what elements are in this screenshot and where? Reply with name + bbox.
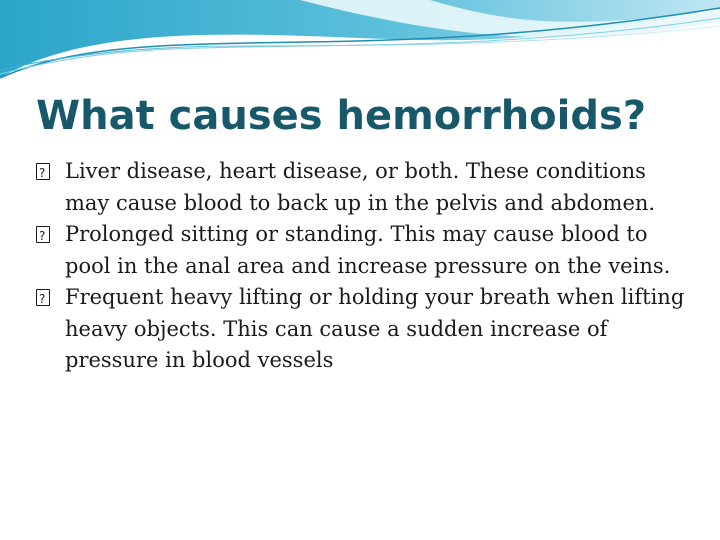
bullet-text: Prolonged sitting or standing. This may cause blood to pool in the anal area and increase pressure on the veins. [65,222,671,278]
bullet-text: Frequent heavy lifting or holding your breath when lifting heavy objects. This can cause a sudden increase of pressure in blood vessels [65,285,685,372]
bullet-item [36,156,696,219]
bullet-text: Liver disease, heart disease, or both. These conditions may cause blood to back up in the pelvis and abdomen. [65,159,656,215]
wave-header-decoration [0,0,720,90]
bullet-list [36,156,696,377]
missing-glyph-box-icon [36,163,50,180]
missing-glyph-box-icon [36,289,50,306]
slide-title: What causes hemorrhoids? [36,93,647,139]
missing-glyph-box-icon [36,226,50,243]
bullet-item [36,219,696,282]
bullet-item [36,282,696,377]
